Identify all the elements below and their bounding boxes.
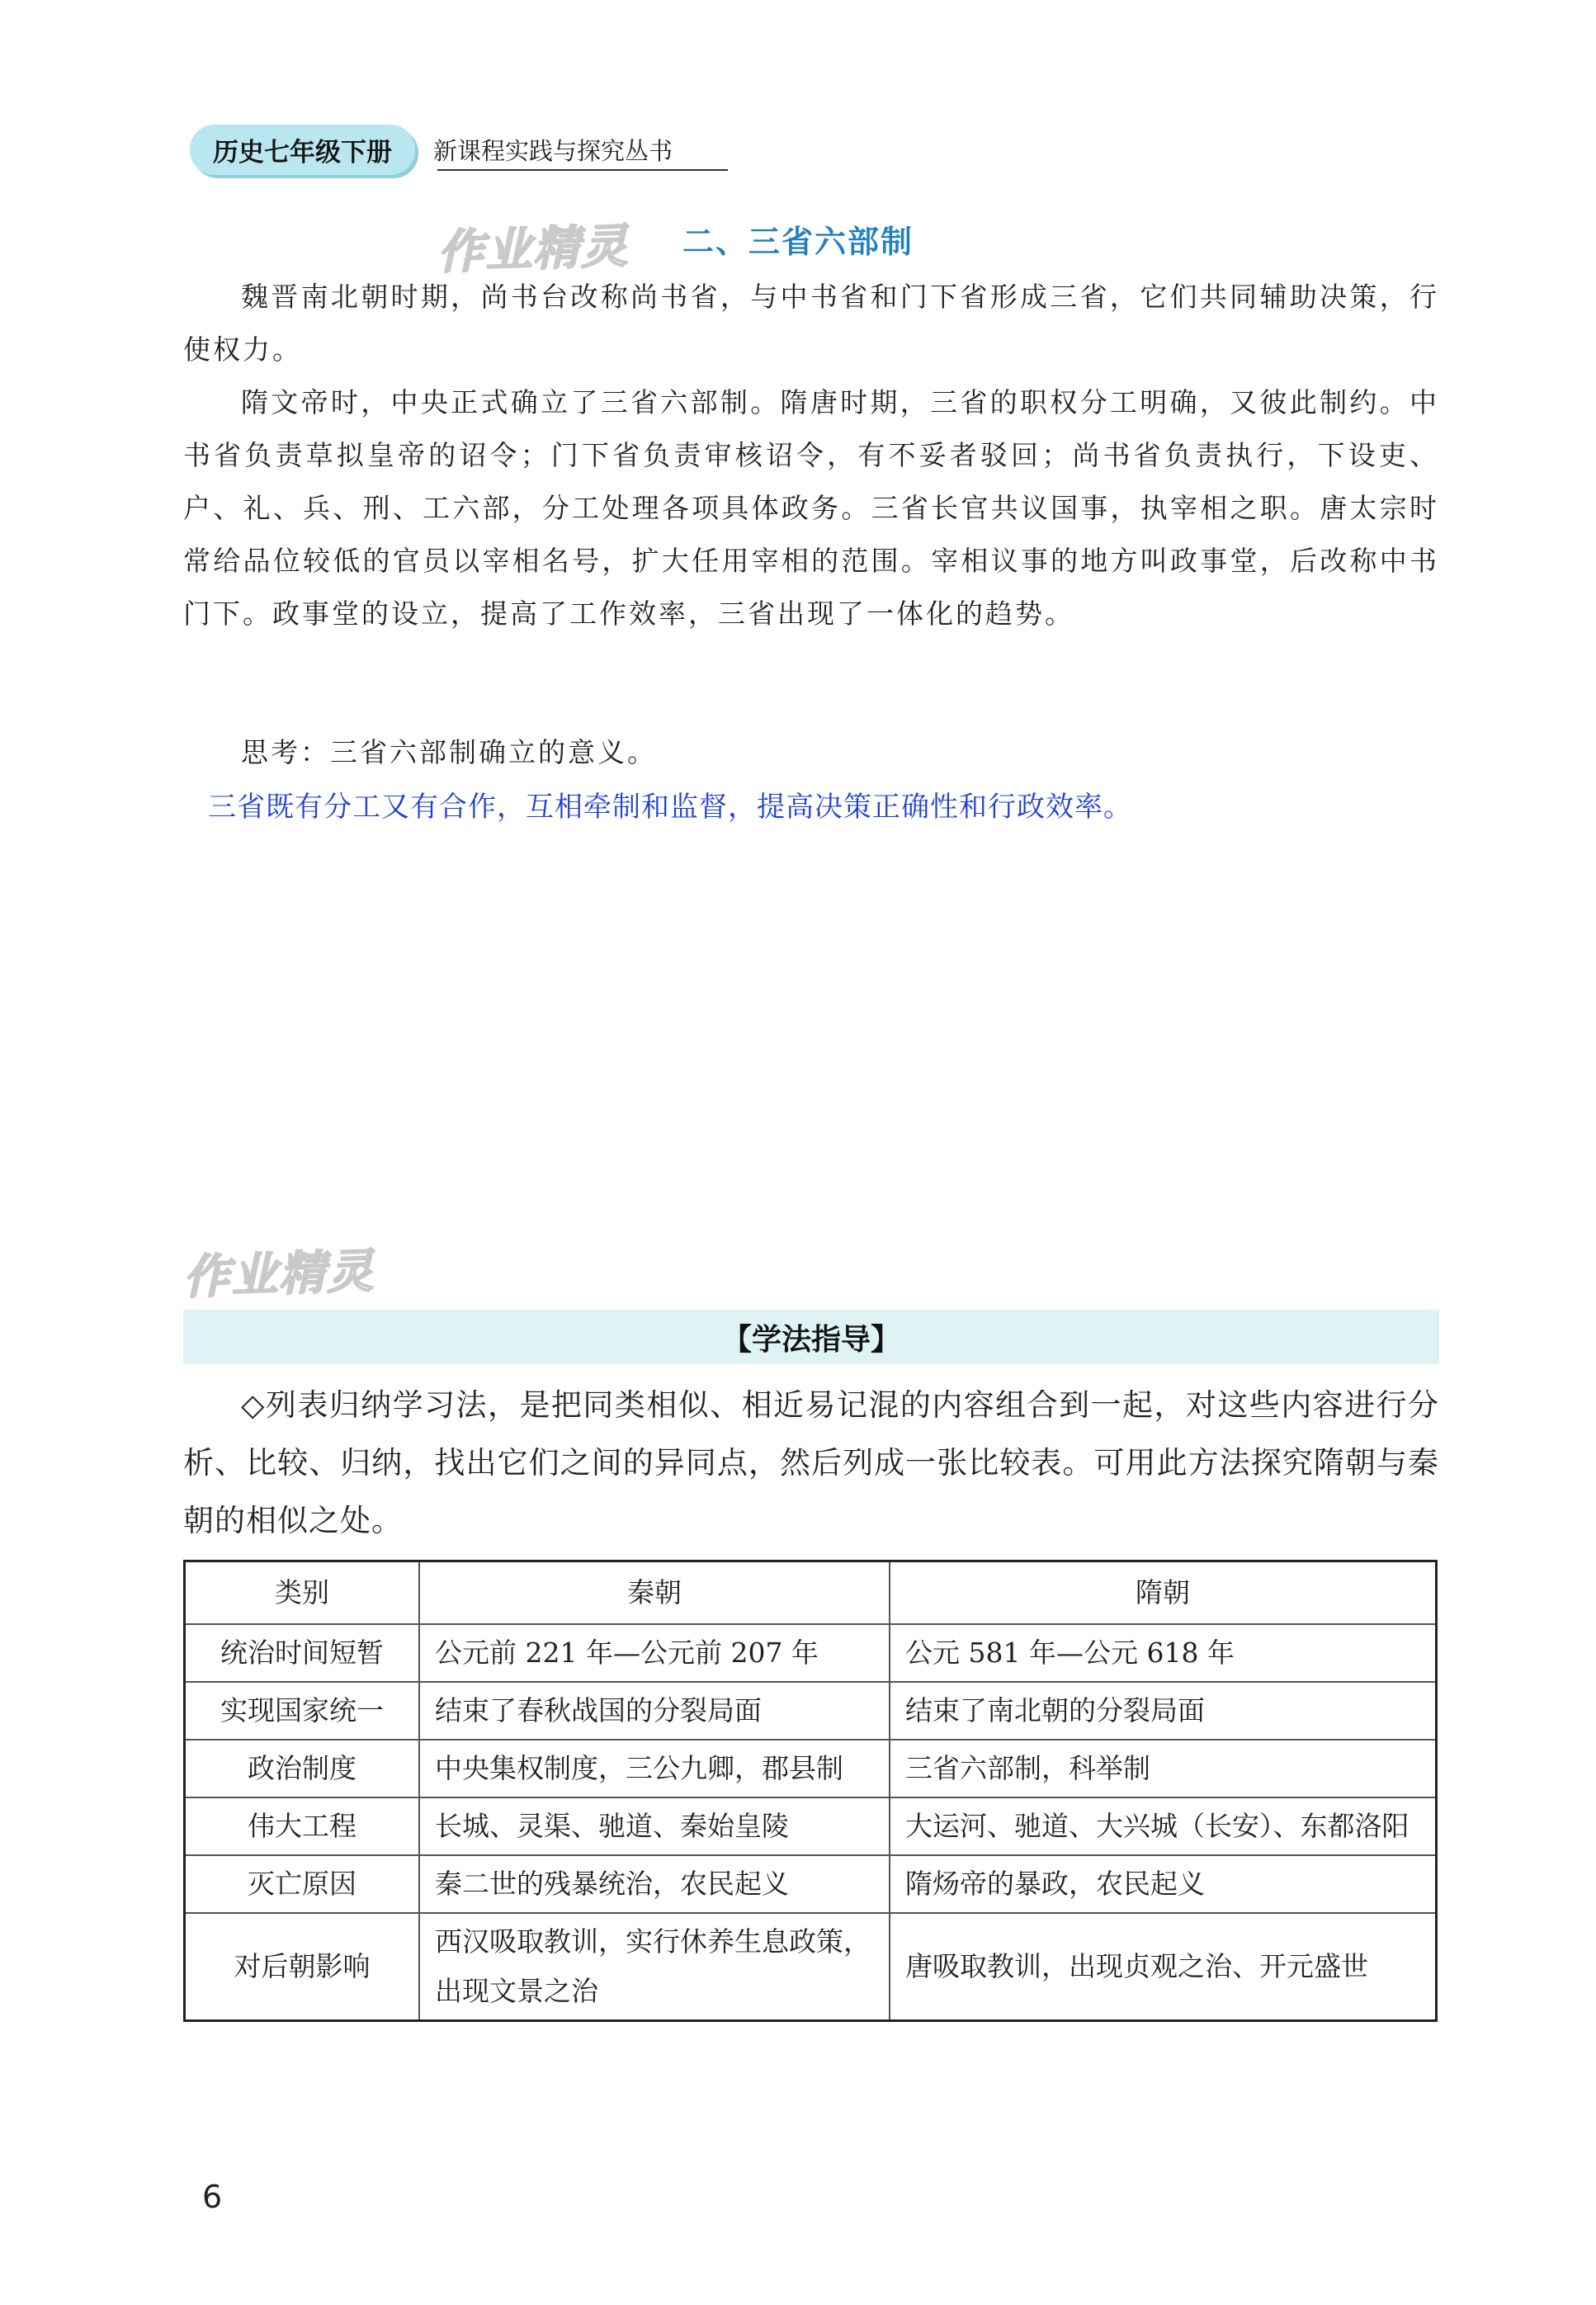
- row-category: 灭亡原因: [185, 1855, 420, 1913]
- row-qin: 秦二世的残暴统治，农民起义: [419, 1855, 890, 1913]
- table-row: [185, 1682, 1437, 1740]
- comparison-table: [183, 1560, 1438, 2022]
- section-title: 二、三省六部制: [682, 224, 914, 260]
- row-sui: 隋炀帝的暴政，农民起义: [890, 1855, 1437, 1913]
- header-underline: [437, 169, 728, 171]
- page-header: [190, 124, 673, 175]
- think-question: 思考：三省六部制确立的意义。: [241, 736, 657, 768]
- table-row: [185, 1913, 1437, 2021]
- row-category: 对后朝影响: [185, 1913, 420, 2021]
- row-qin: 中央集权制度，三公九卿，郡县制: [419, 1740, 890, 1797]
- table-header-row: [185, 1561, 1437, 1625]
- header-qin: 秦朝: [419, 1561, 890, 1625]
- row-qin: 公元前 221 年—公元前 207 年: [419, 1624, 890, 1682]
- watermark-logo: 作业精灵: [437, 219, 630, 281]
- row-category: 伟大工程: [185, 1797, 420, 1855]
- page-number: 6: [202, 2179, 223, 2215]
- watermark-logo: 作业精灵: [182, 1244, 376, 1306]
- row-sui: 大运河、驰道、大兴城（长安）、东都洛阳: [890, 1797, 1437, 1855]
- paragraph-1: 魏晋南北朝时期，尚书台改称尚书省，与中书省和门下省形成三省，它们共同辅助决策，行使权力。: [183, 281, 1439, 366]
- study-method-text: ◇列表归纳学习法，是把同类相似、相近易记混的内容组合到一起，对这些内容进行分析、比较、归纳，找出它们之间的异同点，然后列成一张比较表。可用此方法探究隋朝与秦朝的相似之处。: [183, 1387, 1439, 1538]
- table-row: [185, 1624, 1437, 1682]
- table-row: [185, 1740, 1437, 1797]
- paragraph-2: 隋文帝时，中央正式确立了三省六部制。隋唐时期，三省的职权分工明确，又彼此制约。中书省负责草拟皇帝的诏令；门下省负责审核诏令，有不妥者驳回；尚书省负责执行，下设吏、户、礼、兵、刑、工六部，分工处理各项具体政务。三省长官共议国事，执宰相之职。唐太宗时常给品位较低的官员以宰相名号，扩大任用宰相的范围。宰相议事的地方叫政事堂，后改称中书门下。政事堂的设立，提高了工作效率，三省出现了一体化的趋势。: [183, 386, 1439, 630]
- row-qin: 西汉吸取教训，实行休养生息政策，出现文景之治: [419, 1913, 890, 2021]
- answer-text: 三省既有分工又有合作，互相牵制和监督，提高决策正确性和行政效率。: [208, 791, 1132, 824]
- row-sui: 结束了南北朝的分裂局面: [890, 1682, 1437, 1740]
- book-title-badge: 历史七年级下册: [190, 125, 415, 175]
- header-sui: 隋朝: [890, 1561, 1437, 1625]
- table-row: [185, 1797, 1437, 1855]
- study-method-banner: [183, 1310, 1439, 1364]
- series-name: 新课程实践与探究丛书: [433, 136, 673, 165]
- row-sui: 三省六部制，科举制: [890, 1740, 1437, 1797]
- study-method-title: 【学法指导】: [721, 1322, 900, 1357]
- row-category: 实现国家统一: [185, 1682, 420, 1740]
- row-sui: 唐吸取教训，出现贞观之治、开元盛世: [890, 1913, 1437, 2021]
- row-sui: 公元 581 年—公元 618 年: [890, 1624, 1437, 1682]
- header-category: 类别: [185, 1561, 420, 1625]
- table-row: [185, 1855, 1437, 1913]
- row-category: 统治时间短暂: [185, 1624, 420, 1682]
- row-category: 政治制度: [185, 1740, 420, 1797]
- row-qin: 结束了春秋战国的分裂局面: [419, 1682, 890, 1740]
- row-qin: 长城、灵渠、驰道、秦始皇陵: [419, 1797, 890, 1855]
